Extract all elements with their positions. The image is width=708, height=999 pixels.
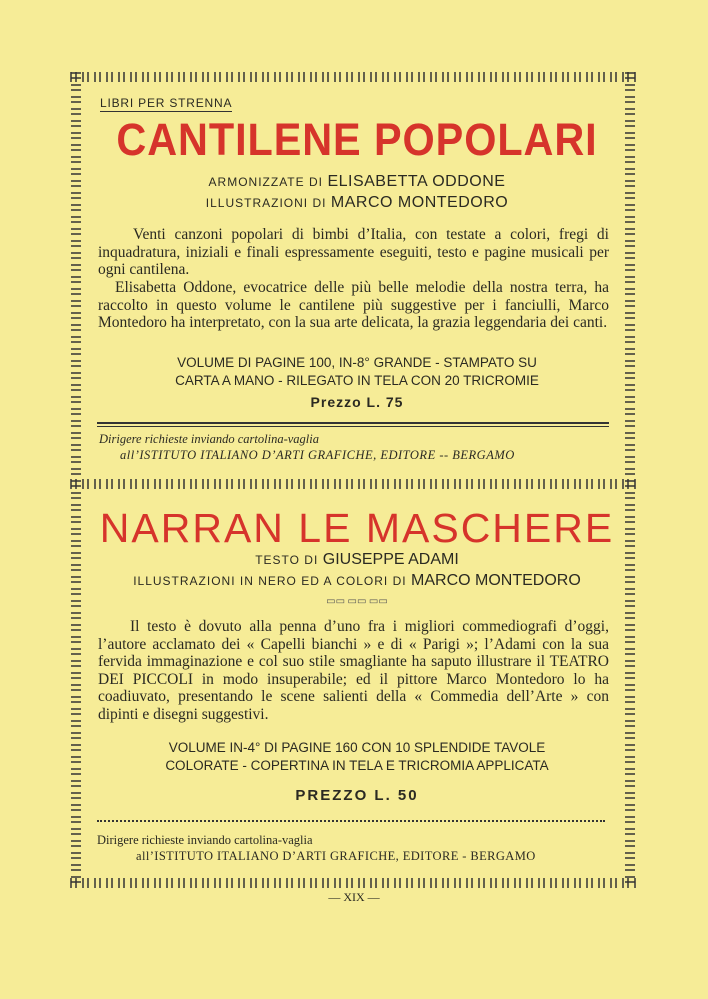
right-ornamental-border	[625, 72, 635, 888]
section1-credit-2	[92, 194, 622, 212]
section1-note-line-1: Dirigere richieste inviando cartolina-vaglia	[99, 432, 319, 446]
section2-credit2-name: MARCO MONTEDORO	[411, 572, 581, 589]
section1-credit1-name: ELISABETTA ODDONE	[327, 173, 506, 190]
section1-credit-1	[92, 173, 622, 191]
section1-credit1-prefix: ARMONIZZATE DI	[208, 175, 323, 189]
section2-credit1-prefix: TESTO DI	[255, 553, 319, 567]
section1-paragraph-2: Elisabetta Oddone, evocatrice delle più belle melodie della nostra terra, ha raccolto in questo volume le cantilene più suggestive per i fanciulli, Marco Montedoro ha interpretato, con la sua arte delicata, la grazia leggendaria dei canti.	[98, 279, 609, 331]
section1-specs-line-2: CARTA A MANO - RILEGATO IN TELA CON 20 TRICROMIE	[175, 373, 539, 388]
section1-kicker: LIBRI PER STRENNA	[100, 96, 233, 110]
section2-credit-2	[92, 572, 622, 590]
section1-price: Prezzo L. 75	[310, 394, 404, 410]
section2-credit-1	[92, 551, 622, 569]
section1-divider	[97, 422, 609, 424]
top-ornamental-border	[70, 72, 636, 82]
section1-title: CANTILENE POPOLARI	[116, 114, 598, 165]
section2-specs-line-2: COLORATE - COPERTINA IN TELA E TRICROMIA APPLICATA	[165, 758, 549, 773]
section2-specs-line-1: VOLUME IN-4° DI PAGINE 160 CON 10 SPLENDIDE TAVOLE	[168, 740, 546, 755]
section1-divider-thin	[97, 426, 609, 427]
section2-price: PREZZO L. 50	[295, 787, 419, 804]
left-ornamental-border	[71, 72, 81, 888]
section1-credit2-prefix: ILLUSTRAZIONI DI	[205, 196, 327, 210]
section2-paragraph: Il testo è dovuto alla penna d’uno fra i migliori commediografi d’oggi, l’autore acclamato dei « Capelli bianchi » e di « Parigi »; l’Adami con la sua fervida immaginazione e col suo stile smagliante ha saputo illustrare il TEATRO DEI PICCOLI in modo insuperabile; ed il pittore Marco Montedoro lo ha coadiuvato, presentando le scene salienti della « Commedia dell’Arte » con dipinti e disegni suggestivi.	[98, 618, 609, 723]
section1-note-line-2: all’ISTITUTO ITALIANO D’ARTI GRAFICHE, EDITORE -- BERGAMO	[120, 448, 515, 462]
section1-paragraph-1: Venti canzoni popolari di bimbi d’Italia, con testate a colori, fregi di inquadratura, iniziali e finali espressamente eseguiti, testo e pagine musicali per ogni cantilena.	[98, 226, 609, 278]
section1-specs-line-1: VOLUME DI PAGINE 100, IN-8° GRANDE - STAMPATO SU	[177, 355, 537, 370]
ornament-divider	[92, 596, 622, 607]
section1-credit2-name: MARCO MONTEDORO	[330, 194, 509, 211]
ornament-glyph: ▭▭ ▭▭ ▭▭	[326, 596, 388, 607]
section2-note-line-2: all’ISTITUTO ITALIANO D’ARTI GRAFICHE, EDITORE - BERGAMO	[136, 849, 536, 863]
page-number: — XIX —	[328, 890, 380, 904]
section2-credit2-prefix: ILLUSTRAZIONI IN NERO ED A COLORI DI	[133, 574, 407, 588]
middle-ornamental-border	[70, 479, 636, 489]
section2-title: NARRAN LE MASCHERE	[99, 505, 615, 551]
section2-divider	[97, 820, 605, 822]
section2-credit1-name: GIUSEPPE ADAMI	[322, 551, 459, 568]
section2-note-line-1: Dirigere richieste inviando cartolina-vaglia	[97, 833, 313, 847]
bottom-ornamental-border	[70, 878, 636, 888]
